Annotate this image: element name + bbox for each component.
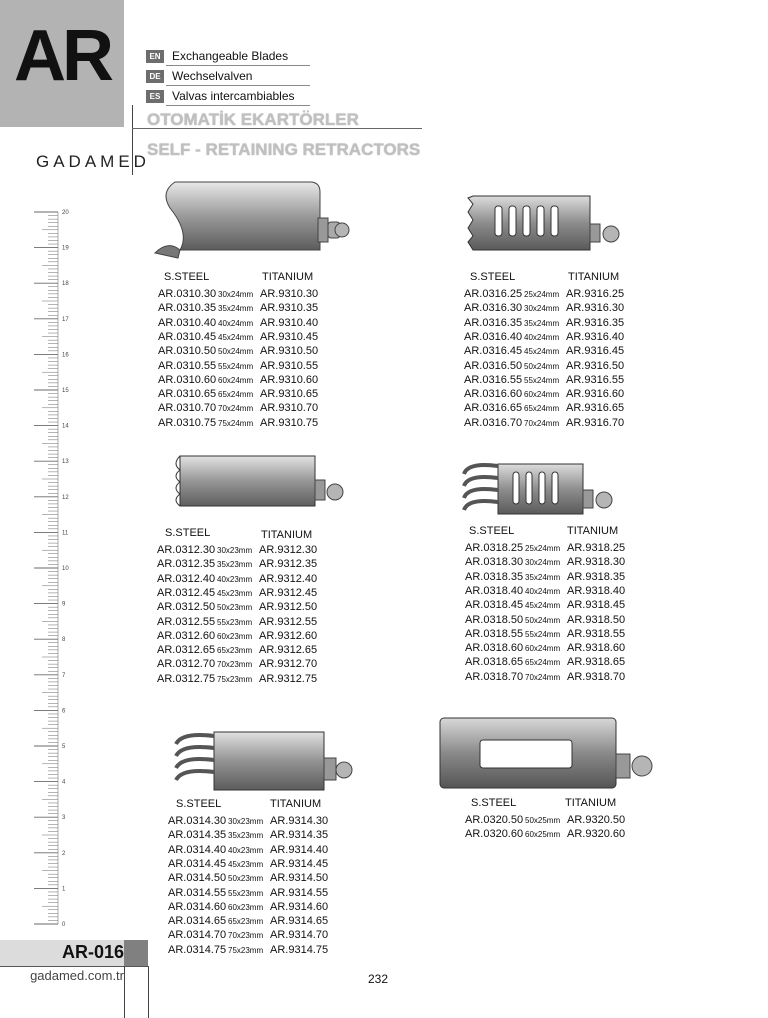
title-english: SELF - RETAINING RETRACTORS xyxy=(147,140,421,159)
ruler-label: 11 xyxy=(62,530,69,537)
steel-code: AR.0318.65 xyxy=(465,656,524,669)
titanium-code: AR.9312.60 xyxy=(259,629,318,642)
size-label: 60x25mm xyxy=(525,830,561,840)
ruler-label: 6 xyxy=(62,708,66,715)
titanium-code: AR.9314.65 xyxy=(270,915,329,928)
steel-code: AR.0316.25 xyxy=(464,288,523,300)
titanium-code: AR.9314.35 xyxy=(270,829,329,842)
size-label: 65x23mm xyxy=(228,917,264,927)
titanium-code: AR.9310.65 xyxy=(260,388,319,401)
steel-code: AR.0318.35 xyxy=(465,570,524,583)
ruler-label: 1 xyxy=(62,886,66,893)
ruler-label: 0 xyxy=(62,922,66,928)
steel-code: AR.0318.25 xyxy=(465,542,524,554)
steel-code: AR.0316.60 xyxy=(464,388,523,401)
steel-header: S.STEEL xyxy=(176,798,222,810)
size-label: 40x24mm xyxy=(524,332,560,342)
steel-code: AR.0314.50 xyxy=(168,872,227,885)
steel-code: AR.0312.65 xyxy=(157,644,216,657)
steel-code: AR.0310.55 xyxy=(158,359,217,372)
size-label: 35x23mm xyxy=(228,831,264,841)
size-label: 35x24mm xyxy=(525,572,561,582)
titanium-code: AR.9320.50 xyxy=(567,814,626,826)
ruler-label: 10 xyxy=(62,566,69,572)
titanium-code: AR.9312.75 xyxy=(259,672,318,685)
titanium-code: AR.9310.75 xyxy=(260,416,319,429)
divider xyxy=(166,105,310,106)
titanium-header: TITANIUM xyxy=(567,525,619,537)
size-label: 30x23mm xyxy=(228,817,264,826)
titanium-header: TITANIUM xyxy=(262,271,314,283)
ruler-label: 18 xyxy=(62,281,69,288)
titanium-code: AR.9312.65 xyxy=(259,644,318,657)
size-label: 55x24mm xyxy=(218,361,254,371)
size-label: 25x24mm xyxy=(524,290,560,299)
steel-code: AR.0312.75 xyxy=(157,672,216,685)
size-label: 30x24mm xyxy=(525,558,561,568)
ruler-label: 9 xyxy=(62,601,66,608)
titanium-code: AR.9318.70 xyxy=(567,670,626,683)
titanium-code: AR.9314.70 xyxy=(270,929,329,942)
ruler-label: 4 xyxy=(62,779,66,786)
titanium-header: TITANIUM xyxy=(565,797,617,809)
ruler-label: 2 xyxy=(62,850,66,857)
titanium-code: AR.9312.30 xyxy=(259,544,318,556)
steel-code: AR.0316.35 xyxy=(464,316,523,329)
size-label: 60x24mm xyxy=(525,644,561,654)
steel-code: AR.0320.60 xyxy=(465,828,524,841)
size-label: 45x23mm xyxy=(217,588,253,598)
titanium-code: AR.9312.55 xyxy=(259,615,318,628)
size-label: 65x23mm xyxy=(217,646,253,656)
steel-code: AR.0312.70 xyxy=(157,658,216,671)
blade-0310-illustration xyxy=(150,178,350,266)
steel-code: AR.0312.50 xyxy=(157,601,216,614)
titanium-code: AR.9316.60 xyxy=(566,388,625,401)
size-label: 40x23mm xyxy=(228,845,264,855)
section-code: AR xyxy=(14,16,110,96)
steel-code: AR.0316.65 xyxy=(464,402,523,415)
titanium-code: AR.9318.40 xyxy=(567,584,626,597)
steel-code: AR.0310.40 xyxy=(158,316,217,329)
size-label: 70x23mm xyxy=(228,931,264,941)
steel-code: AR.0312.60 xyxy=(157,629,216,642)
titanium-code: AR.9316.25 xyxy=(566,288,625,300)
steel-code: AR.0314.60 xyxy=(168,900,227,913)
ruler-label: 7 xyxy=(62,672,66,679)
size-label: 50x23mm xyxy=(217,603,253,613)
size-label: 45x24mm xyxy=(524,347,560,357)
steel-header: S.STEEL xyxy=(471,797,517,809)
steel-header: S.STEEL xyxy=(165,527,211,539)
size-label: 60x24mm xyxy=(524,390,560,400)
steel-code: AR.0318.60 xyxy=(465,642,524,655)
steel-code: AR.0320.50 xyxy=(465,814,524,826)
size-label: 55x24mm xyxy=(524,375,560,385)
size-label: 70x24mm xyxy=(525,672,561,682)
steel-code: AR.0312.35 xyxy=(157,558,216,571)
size-label: 60x24mm xyxy=(218,375,254,385)
size-label: 50x24mm xyxy=(525,615,561,625)
titanium-code: AR.9316.70 xyxy=(566,416,625,429)
ruler-label: 17 xyxy=(62,316,69,323)
steel-code: AR.0318.45 xyxy=(465,599,524,612)
titanium-code: AR.9310.30 xyxy=(260,288,319,300)
titanium-code: AR.9312.70 xyxy=(259,658,318,671)
divider xyxy=(148,966,149,1018)
titanium-code: AR.9314.55 xyxy=(270,886,329,899)
titanium-code: AR.9310.40 xyxy=(260,316,319,329)
language-row-de xyxy=(146,68,310,86)
page-number: 232 xyxy=(368,972,389,986)
titanium-code: AR.9312.35 xyxy=(259,558,318,571)
titanium-code: AR.9312.40 xyxy=(259,572,318,585)
titanium-code: AR.9318.25 xyxy=(567,542,626,554)
title-turkish: OTOMATİK EKARTÖRLER xyxy=(147,110,359,129)
blade-0320-illustration xyxy=(438,716,658,792)
titanium-code: AR.9310.50 xyxy=(260,345,319,358)
size-label: 60x23mm xyxy=(217,631,253,641)
size-label: 55x23mm xyxy=(217,617,253,627)
website-link[interactable]: gadamed.com.tr xyxy=(30,968,124,983)
ruler-label: 8 xyxy=(62,637,66,644)
titanium-code: AR.9310.35 xyxy=(260,302,319,315)
titanium-code: AR.9318.60 xyxy=(567,642,626,655)
divider xyxy=(166,65,310,66)
steel-code: AR.0316.45 xyxy=(464,345,523,358)
steel-code: AR.0310.50 xyxy=(158,345,217,358)
titanium-code: AR.9314.60 xyxy=(270,900,329,913)
size-label: 60x23mm xyxy=(228,902,264,912)
titanium-code: AR.9314.50 xyxy=(270,872,329,885)
steel-code: AR.0316.55 xyxy=(464,373,523,386)
titanium-code: AR.9312.50 xyxy=(259,601,318,614)
brand-logo: GADAMED xyxy=(36,152,150,171)
steel-code: AR.0310.45 xyxy=(158,330,217,343)
titanium-code: AR.9310.45 xyxy=(260,330,319,343)
size-label: 65x24mm xyxy=(218,390,254,400)
titanium-code: AR.9310.70 xyxy=(260,402,319,415)
titanium-code: AR.9312.45 xyxy=(259,586,318,599)
size-label: 35x23mm xyxy=(217,560,253,570)
size-label: 50x24mm xyxy=(524,361,560,371)
size-label: 70x24mm xyxy=(218,404,254,414)
size-label: 40x24mm xyxy=(218,318,254,328)
size-label: 70x23mm xyxy=(217,660,253,670)
steel-code: AR.0316.30 xyxy=(464,302,523,315)
titanium-code: AR.9316.30 xyxy=(566,302,625,315)
steel-code: AR.0310.65 xyxy=(158,388,217,401)
steel-code: AR.0318.40 xyxy=(465,584,524,597)
titanium-code: AR.9318.35 xyxy=(567,570,626,583)
size-label: 35x24mm xyxy=(524,318,560,328)
steel-code: AR.0318.30 xyxy=(465,556,524,569)
titanium-code: AR.9310.55 xyxy=(260,359,319,372)
ruler-label: 15 xyxy=(62,388,69,394)
divider xyxy=(124,966,125,1018)
titanium-code: AR.9316.55 xyxy=(566,373,625,386)
steel-code: AR.0316.40 xyxy=(464,330,523,343)
steel-code: AR.0310.35 xyxy=(158,302,217,315)
language-text: Wechselvalven xyxy=(172,69,253,83)
titanium-code: AR.9316.40 xyxy=(566,330,625,343)
steel-code: AR.0318.50 xyxy=(465,613,524,626)
catalog-code: AR-016 xyxy=(61,942,124,962)
ruler-label: 12 xyxy=(62,494,69,501)
size-label: 50x25mm xyxy=(525,816,561,825)
steel-code: AR.0312.55 xyxy=(157,615,216,628)
steel-header: S.STEEL xyxy=(469,525,515,537)
size-label: 75x23mm xyxy=(217,674,253,684)
titanium-code: AR.9316.50 xyxy=(566,359,625,372)
language-text: Valvas intercambiables xyxy=(172,89,295,103)
measurement-ruler xyxy=(30,200,72,930)
titanium-code: AR.9314.75 xyxy=(270,943,329,956)
titanium-code: AR.9314.40 xyxy=(270,843,329,856)
blade-0312-illustration xyxy=(172,452,352,514)
ruler-label: 3 xyxy=(62,815,66,822)
steel-code: AR.0314.30 xyxy=(168,815,227,827)
size-label: 35x24mm xyxy=(218,304,254,314)
ruler-label: 20 xyxy=(62,210,69,216)
ruler-label: 14 xyxy=(62,423,69,430)
size-label: 45x24mm xyxy=(218,332,254,342)
steel-header: S.STEEL xyxy=(470,271,516,283)
ruler-label: 16 xyxy=(62,352,69,359)
steel-code: AR.0316.70 xyxy=(464,416,523,429)
steel-code: AR.0316.50 xyxy=(464,359,523,372)
size-label: 50x23mm xyxy=(228,874,264,884)
titanium-code: AR.9320.60 xyxy=(567,828,626,841)
titanium-code: AR.9316.65 xyxy=(566,402,625,415)
titanium-code: AR.9318.50 xyxy=(567,613,626,626)
ruler-label: 5 xyxy=(62,744,66,750)
steel-code: AR.0312.45 xyxy=(157,586,216,599)
language-row-es xyxy=(146,88,310,106)
steel-header: S.STEEL xyxy=(164,271,210,283)
titanium-code: AR.9314.30 xyxy=(270,815,329,827)
titanium-code: AR.9316.35 xyxy=(566,316,625,329)
catalog-code-accent xyxy=(124,940,148,966)
steel-code: AR.0314.70 xyxy=(168,929,227,942)
titanium-code: AR.9316.45 xyxy=(566,345,625,358)
titanium-code: AR.9314.45 xyxy=(270,857,329,870)
steel-code: AR.0314.45 xyxy=(168,857,227,870)
size-label: 30x23mm xyxy=(217,546,253,555)
ruler-label: 19 xyxy=(62,245,69,252)
steel-code: AR.0314.55 xyxy=(168,886,227,899)
size-label: 75x24mm xyxy=(218,418,254,428)
divider xyxy=(0,966,148,967)
size-label: 70x24mm xyxy=(524,418,560,428)
titanium-code: AR.9318.45 xyxy=(567,599,626,612)
size-label: 55x23mm xyxy=(228,888,264,898)
steel-code: AR.0312.40 xyxy=(157,572,216,585)
steel-code: AR.0310.70 xyxy=(158,402,217,415)
size-label: 25x24mm xyxy=(525,544,561,553)
steel-code: AR.0310.60 xyxy=(158,373,217,386)
titanium-header: TITANIUM xyxy=(568,271,620,283)
language-code: EN xyxy=(146,50,164,63)
size-label: 75x23mm xyxy=(228,945,264,955)
language-code: ES xyxy=(146,90,164,103)
titanium-header: TITANIUM xyxy=(261,529,313,541)
steel-code: AR.0318.70 xyxy=(465,670,524,683)
steel-code: AR.0310.75 xyxy=(158,416,217,429)
blade-0314-illustration xyxy=(172,728,357,798)
steel-code: AR.0312.30 xyxy=(157,544,216,556)
steel-code: AR.0310.30 xyxy=(158,288,217,300)
steel-code: AR.0314.75 xyxy=(168,943,227,956)
titanium-code: AR.9318.55 xyxy=(567,627,626,640)
size-label: 65x24mm xyxy=(525,658,561,668)
divider xyxy=(166,85,310,86)
size-label: 65x24mm xyxy=(524,404,560,414)
titanium-header: TITANIUM xyxy=(270,798,322,810)
steel-code: AR.0314.35 xyxy=(168,829,227,842)
steel-code: AR.0318.55 xyxy=(465,627,524,640)
steel-code: AR.0314.65 xyxy=(168,915,227,928)
size-label: 45x23mm xyxy=(228,859,264,869)
titanium-code: AR.9310.60 xyxy=(260,373,319,386)
size-label: 40x23mm xyxy=(217,574,253,584)
steel-code: AR.0314.40 xyxy=(168,843,227,856)
size-label: 30x24mm xyxy=(218,290,254,299)
blade-0316-illustration xyxy=(465,190,625,260)
language-code: DE xyxy=(146,70,164,83)
ruler-label: 13 xyxy=(62,459,69,466)
language-row-en xyxy=(146,48,310,66)
language-text: Exchangeable Blades xyxy=(172,49,289,63)
size-label: 55x24mm xyxy=(525,629,561,639)
titanium-code: AR.9318.30 xyxy=(567,556,626,569)
size-label: 50x24mm xyxy=(218,347,254,357)
size-label: 30x24mm xyxy=(524,304,560,314)
size-label: 45x24mm xyxy=(525,601,561,611)
blade-0318-illustration xyxy=(458,458,618,522)
size-label: 40x24mm xyxy=(525,586,561,596)
titanium-code: AR.9318.65 xyxy=(567,656,626,669)
